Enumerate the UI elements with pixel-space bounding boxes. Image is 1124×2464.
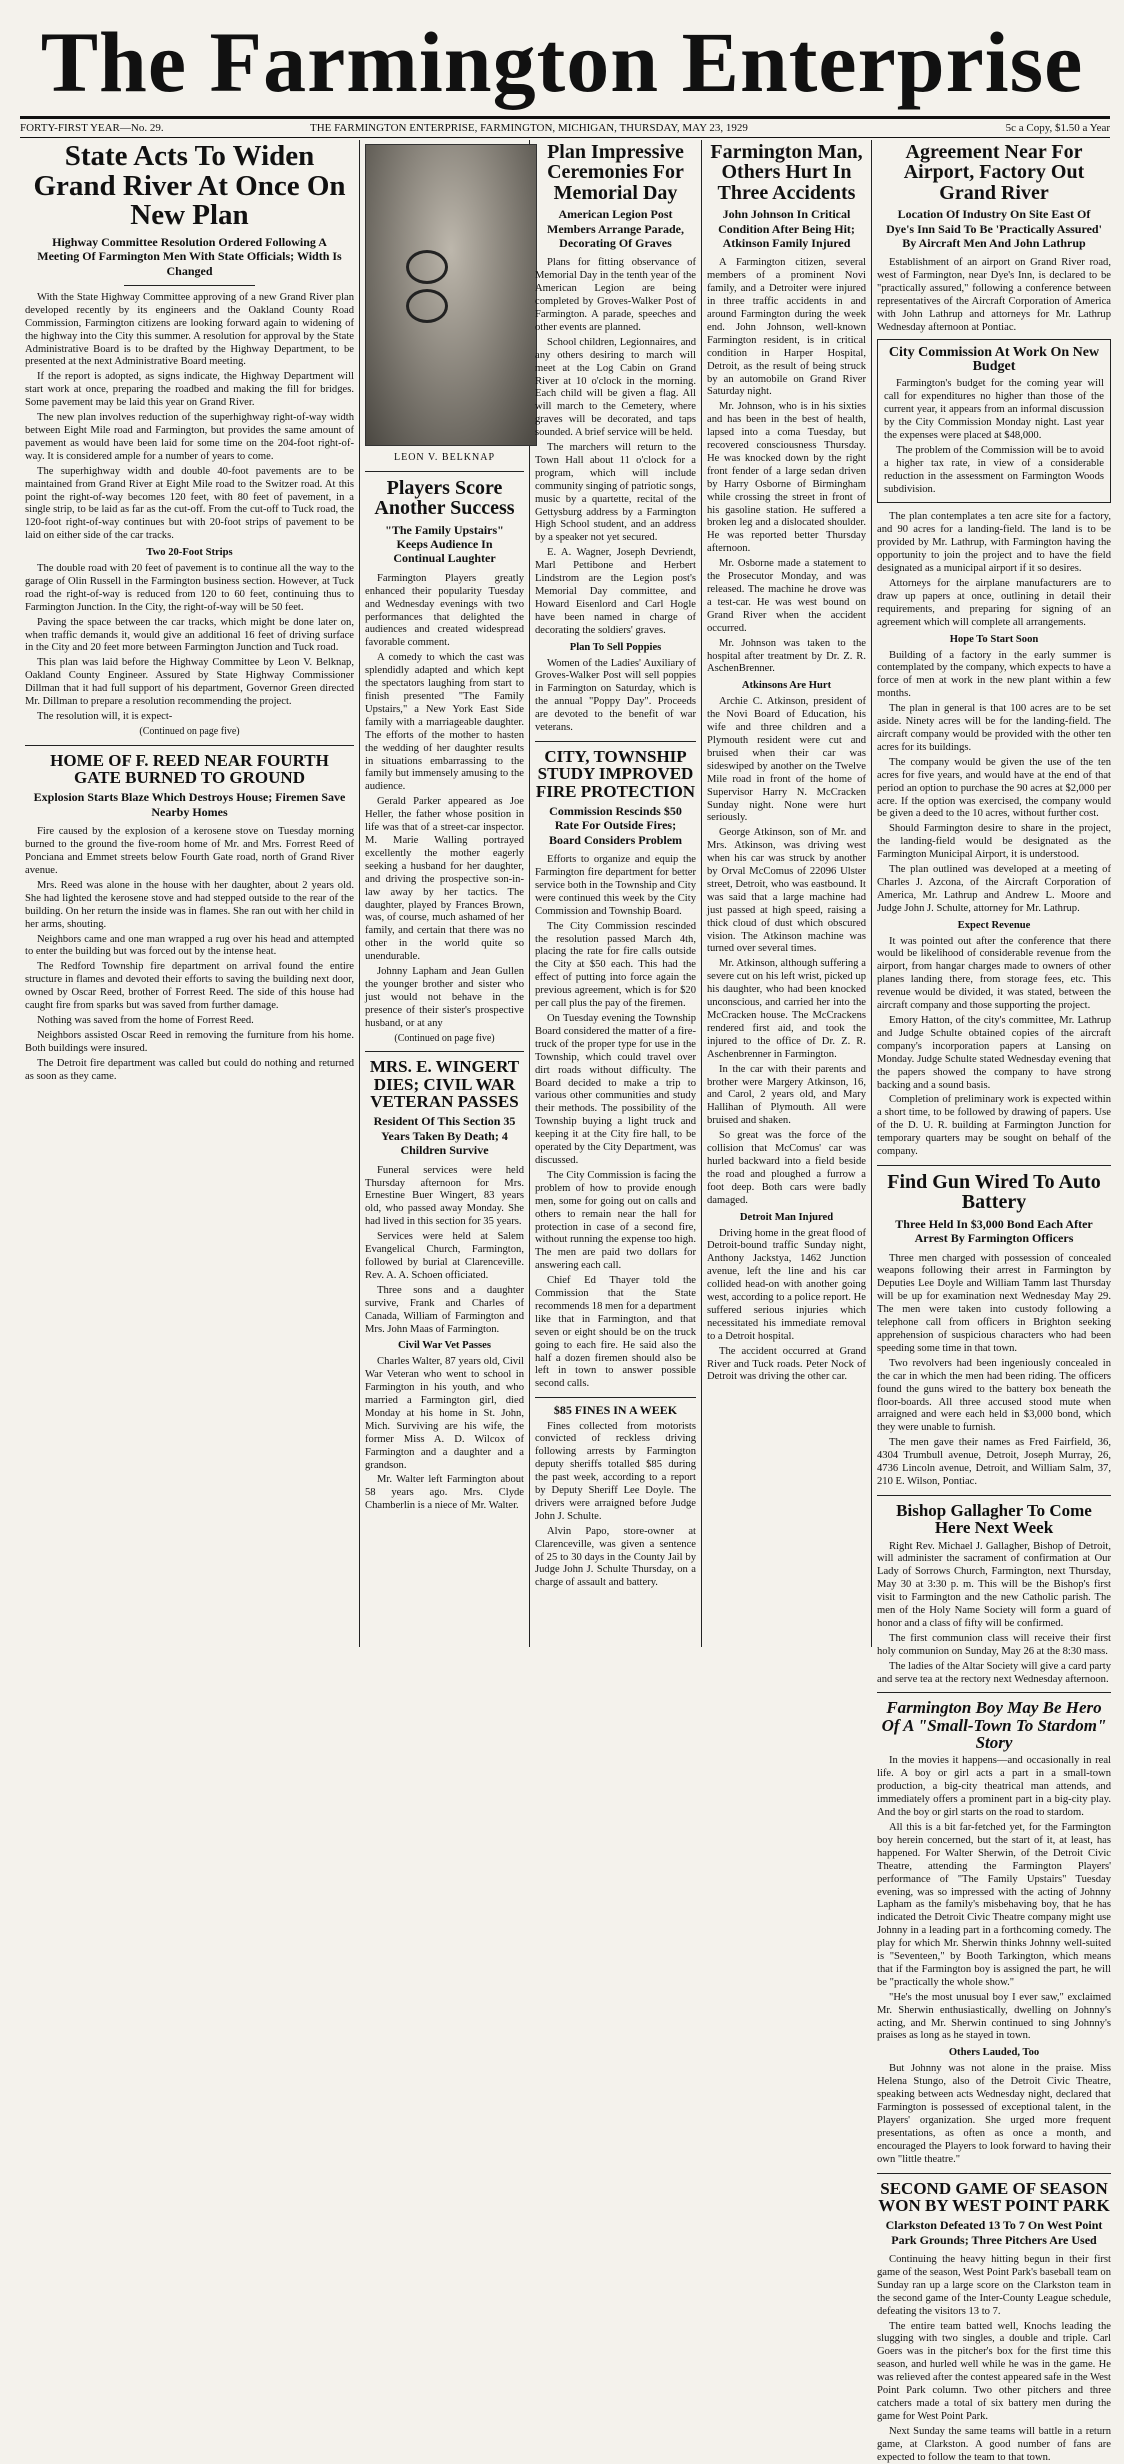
paragraph: George Atkinson, son of Mr. and Mrs. Atkinson, was driving west when his car was struck by another by Orval McComus of 22096 Ulster street, Detroit, who was eastbound. It was said that a large machine had just passed at high speed, raising a thick cloud of dust which obscured vision. The Atkinson machine was turned over several times. — [707, 827, 866, 955]
column-2 — [360, 140, 530, 1647]
subhead: Expect Revenue — [957, 919, 1031, 931]
year-number: FORTY-FIRST YEAR—No. 29. — [20, 122, 164, 134]
paragraph: Paving the space between the car tracks, which might be done later on, when traffic demands it, would give an additional 16 feet of driving surface in the City and 20 feet more between Farmington Junction and Tuck road. — [25, 616, 354, 654]
article-players — [365, 573, 524, 1046]
paragraph: Three men charged with possession of concealed weapons following their arrest in Farmington by Deputies Lee Doyle and William Tamm last Thursday will be up for examination next Wednesday May 29. The men were taken into custody following a telephone call from officers in Brighton seeking apprehension of suspicious characters who had been speeding some time in that town. — [877, 1252, 1111, 1354]
paragraph: Fines collected from motorists convicted of reckless driving following arrests by Farmington deputy sheriffs totalled $85 during the past week, according to a report by Deputy Sheriff Lee Doyle. The drivers were arraigned before Judge John J. Schulte. — [535, 1420, 696, 1522]
paragraph: Mr. Atkinson, although suffering a severe cut on his left wrist, picked up his daughter, who had been knocked unconscious, and carried her into the McCracken house. The McCrackens rendered first aid, and took the injured to the office of Dr. Z. R. Aschenbrenner in Farmington. — [707, 958, 866, 1060]
paragraph: The men gave their names as Fred Fairfield, 36, 4304 Trumbull avenue, Detroit, Joseph Murray, 26, 4736 Lincoln avenue, Detroit, and William Salm, 37, 210 E. Wilson, Pontiac. — [877, 1437, 1111, 1487]
price: 5c a Copy, $1.50 a Year — [1005, 122, 1110, 134]
paragraph: The Detroit fire department was called but could do nothing and returned as soon as they came. — [25, 1057, 354, 1082]
paragraph: E. A. Wagner, Joseph Devriendt, Marl Pettibone and Herbert Lindstrom are the Legion post's Memorial Day committee, and Howard Eisenlord and Carl Hogle have been named in charge of decorating the soldiers' graves. — [535, 547, 696, 636]
paragraph: Completion of preliminary work is expected within a short time, to be followed by drawing of papers. Use of the D. U. R. building at Farmington Junction for temporary quarters may be sought on behalf of the company. — [877, 1094, 1111, 1158]
paragraph: Two revolvers had been ingeniously concealed in the car in which the men had been riding. The officers found the guns wired to the battery box beneath the floor-boards. All three accused stood mute when arraigned and were each held in $3,000 bond, which they were unable to furnish. — [877, 1357, 1111, 1434]
paragraph: The first communion class will receive their first holy communion on Sunday, May 26 at the 8:30 mass. — [877, 1632, 1111, 1657]
paragraph: All this is a bit far-fetched yet, for the Farmington boy herein concerned, but the start of it, at least, has happened. For Walter Sherwin, of the Detroit Civic Theatre, attending the Farmington Players' performance of "The Family Upstairs" Tuesday evening, was so impressed with the acting of Johnny Lapham as the family's misbehaving boy, that he has indicated the Detroit Civic Theatre company might use Johnny in a leading part in a forthcoming comedy. The play for which Mr. Sherwin thinks Johnny well-suited is "Seventeen," by Booth Tarkington, which means that if the Farmington boy is assigned the part, he will be "practically the whole show." — [877, 1821, 1111, 1988]
paragraph: The superhighway width and double 40-foot pavements are to be maintained from Grand River at Eight Mile road to the Switzer road. At this point the right-of-way becomes 120 feet, with 80 feet of pavement, in a single strip, to be laid as far as the cut-off. From the cut-off to Tuck road, the 120-foot right-of-way continues but with 20-foot strips of pavement to be laid on either side of the car tracks. — [25, 465, 354, 542]
paragraph: With the State Highway Committee approving of a new Grand River plan developed recently by its engineers and the Oakland County Road Commission, Farmington citizens are looking forward again to widening of the highway into the City this summer. A resolution for approval by the State Administrative Board is to be drafted by the Highway Department, to be presented at the next Administrative Board meeting. — [25, 291, 354, 368]
paragraph: Efforts to organize and equip the Farmington fire department for better service both in the Township and City were continued this week by the City Commission and Township Board. — [535, 854, 696, 917]
article-gun-wired — [877, 1253, 1111, 1489]
headline-accidents: Farmington Man, Others Hurt In Three Accidents — [710, 141, 863, 204]
paragraph: The resolution will, it is expect- — [37, 711, 173, 722]
paragraph: Attorneys for the airplane manufacturers are to draw up papers at once, outlining in detail their requirements, and preparing for signing of an agreement which will complete all arrangements. — [877, 578, 1111, 628]
continued-note: (Continued on page five) — [394, 1032, 495, 1044]
paragraph: Nothing was saved from the home of Forrest Reed. — [37, 1014, 254, 1026]
paragraph: Farmington Players greatly enhanced their popularity Tuesday and Wednesday evenings with two performances that delighted the audiences and created widespread favorable comment. — [365, 572, 524, 649]
article-accidents — [707, 257, 866, 1384]
paragraph: The entire team batted well, Knochs leading the slugging with two singles, a double and triple. Carl Goers was in the pitcher's box for the first time this season, and hurled well while he was in the game. He was relieved after the contest appeared safe in the West Point Park column. Two other pitchers and three catchers made a total of six battery men during the game for West Point Park. — [877, 2320, 1111, 2422]
article-wingert — [365, 1165, 524, 1514]
paragraph: Services were held at Salem Evangelical Church, Farmington, followed by burial at Clarenceville. Rev. A. A. Schoen officiated. — [365, 1231, 524, 1281]
deck-reed-fire: Explosion Starts Blaze Which Destroys House; Firemen Save Nearby Homes — [33, 790, 346, 819]
paragraph: School children, Legionnaires, and any others desiring to march will meet at the Log Cabin on Grand River at 10 o'clock in the morning. Each child will be given a flag. All will march to the Cemetery, where graves will be decorated, and taps sounded. A brief service will be held. — [535, 336, 696, 439]
paragraph: Charles Walter, 87 years old, Civil War Veteran who went to school in Farmington in his youth, and who married a Farmington girl, died Monday at his home in St. John, Mich. Surviving are his wife, the former Miss A. D. Wilcox of Farmington and a daughter and a grandson. — [365, 1356, 524, 1471]
paragraph: Chief Ed Thayer told the Commission that the State recommends 18 men for a department like that in Farmington, and that seven or eight should be on the truck going to each fire. He said also the half a dozen firemen should also be left in town to answer possible second calls. — [535, 1275, 696, 1390]
paragraph: The ladies of the Altar Society will give a card party and serve tea at the rectory next Wednesday afternoon. — [877, 1660, 1111, 1685]
paragraph: A Farmington citizen, several members of a prominent Novi family, and a Detroiter were injured in three traffic accidents in and around Farmington during the week end. John Johnson, well-known Farmington resident, is in critical condition in Harper Hospital, Detroit, as the result of being struck by an automobile on Grand River Saturday night. — [707, 257, 866, 398]
paragraph: Archie C. Atkinson, president of the Novi Board of Education, his wife and three children and a Plymouth resident were cut and bruised when their car was sideswiped by another on the Twelve Mile road in front of the home of Supervisor Harry N. McCracken Sunday night. None were hurt seriously. — [707, 696, 866, 824]
headline-gun-wired: Find Gun Wired To Auto Battery — [887, 1170, 1101, 1214]
paragraph: The City Commission rescinded the resolution passed March 4th, placing the rate for fire calls outside the City at $50 each. This had the effect of putting into force again the previous agreement, which is for $20 per call plus the pay of the firemen. — [535, 920, 696, 1010]
box-city-commission — [877, 339, 1111, 504]
headline-wingert: MRS. E. WINGERT DIES; CIVIL WAR VETERAN PASSES — [369, 1057, 520, 1112]
paragraph: Johnny Lapham and Jean Gullen the younger brother and sister who just would not behave in the presence of their sister's prospective husband, or at any — [365, 966, 524, 1029]
subhead: Atkinsons Are Hurt — [741, 680, 832, 692]
deck-ballgame: Clarkston Defeated 13 To 7 On West Point Park Grounds; Three Pitchers Are Used — [885, 2218, 1103, 2247]
deck-airport: Location Of Industry On Site East Of Dye's Inn Said To Be 'Practically Assured' By Aircraft Men And John Lathrup — [886, 207, 1102, 250]
paragraph: The double road with 20 feet of pavement is to continue all the way to the garage of Olin Russell in the Farmington business section. However, at Tuck road the right-of-way is reduced from 120 to 60 feet, continuing thus to Farmington Junction. In the City, the right-of-way will be 50 feet. — [25, 563, 354, 613]
paragraph: The Redford Township fire department on arrival found the entire structure in flames and devoted their efforts to saving the building next door, owned by Oscar Reed, brother of Forrest Reed. The side of this house had caught fire from sparks but was saved from further damage. — [25, 961, 354, 1012]
article-fines — [535, 1421, 696, 1591]
article-fire-protection — [535, 854, 696, 1391]
paragraph: Funeral services were held Thursday afternoon for Mrs. Ernestine Buer Wingert, 83 years old, who passed away Monday. She had lived in this section for 35 years. — [365, 1164, 524, 1228]
paragraph: Neighbors assisted Oscar Reed in removing the furniture from his home. Both buildings were insured. — [25, 1029, 354, 1054]
article-memorial-day — [535, 257, 696, 735]
folio-line — [20, 116, 1110, 138]
subhead: Others Lauded, Too — [948, 2047, 1040, 2059]
article-bishop — [877, 1541, 1111, 1687]
deck-wingert: Resident Of This Section 35 Years Taken By Death; 4 Children Survive — [373, 1114, 516, 1158]
paragraph: Three sons and a daughter survive, Frank and Charles of Canada, William of Farmington and Mrs. John Maas of Farmington. — [365, 1284, 524, 1335]
column-5-6 — [872, 140, 1116, 2463]
paragraph: It was pointed out after the conference that there would be likelihood of considerable revenue from the airport, from hangar charges made to owners of other planes landing there, from storage fees, etc. This revenue would be divided, it was stated, between the aircraft company and those supporting the project. — [877, 935, 1111, 1012]
paragraph: In the movies it happens—and occasionally in real life. A boy or girl acts a part in a small-town production, a big-city theatrical man attends, and immediately offers a prominent part in a big-city play. And the boy or girl starts on the road to stardom. — [877, 1755, 1111, 1819]
paragraph: Continuing the heavy hitting begun in their first game of the season, West Point Park's baseball team on Sunday ran up a large score on the Clarkston team in the second game of the Inter-County League schedule, defeating the visitors 13 to 7. — [877, 2253, 1111, 2317]
column-4 — [702, 140, 872, 1647]
paragraph: Fire caused by the explosion of a kerosene stove on Tuesday morning burned to the ground the five-room home of Mr. and Mrs. Forrest Reed of Ponciana and Emmet streets below Fourth Gate road, north of Grand River avenue. — [25, 826, 354, 876]
paragraph: Right Rev. Michael J. Gallagher, Bishop of Detroit, will administer the sacrament of confirmation at Our Lady of Sorrows Church, Farmington, next Thursday, May 30 at 3:30 p. m. This will be the Bishop's first visit to Farmington and the new Catholic parish. The men of the Holy Name Society will form a guard of honor and a class of fifty will be confirmed. — [877, 1540, 1111, 1629]
paragraph: Gerald Parker appeared as Joe Heller, the father whose position in life was that of a street-car inspector. M. Marie Walling portrayed excellently the mother eagerly seeking a husband for her daughter, and driving the prospective son-in-law away by her tactics. The daughter, played by Frances Brown, was, of course, much ashamed of her family, and certain that there was no other in the world quite so unendurable. — [365, 796, 524, 963]
paragraph: On Tuesday evening the Township Board considered the matter of a fire-truck of the proper type for use in the Township, which could travel over dirt roads without difficulty. The Board decided to make a trip to various other communities and study their methods. The possibility of the Township buying a light truck and keeping it at the City fire hall, to be operated by the City Department, was discussed. — [535, 1013, 696, 1166]
deck-fire-protection: Commission Rescinds $50 Rate For Outside Fires; Board Considers Problem — [548, 803, 683, 847]
column-1 — [20, 140, 360, 1647]
headline-reed-fire: HOME OF F. REED NEAR FOURTH GATE BURNED TO GROUND — [50, 750, 329, 788]
subhead: Civil War Vet Passes — [398, 1340, 491, 1352]
headline-grand-river: State Acts To Widen Grand River At Once On New Plan — [33, 140, 346, 232]
article-farmington-boy — [877, 1755, 1111, 2166]
subhead: Detroit Man Injured — [739, 1211, 834, 1223]
paragraph: This plan was laid before the Highway Committee by Leon V. Belknap, Oakland County Engineer. Assured by State Highway Commissioner Dillman that it had full support of his department, Governor Green directed Mr. Dillman to prepare a resolution recommending the project. — [25, 657, 354, 708]
subhead: Two 20-Foot Strips — [146, 547, 233, 559]
paragraph: Building of a factory in the early summer is contemplated by the company, which expects to have a force of men at work in the new plant within a few months. — [877, 649, 1111, 700]
paragraph: Next Sunday the same teams will battle in a return game, at Clarkston. A good number of fans are expected to follow the team to that town. — [877, 2425, 1111, 2463]
paragraph: Alvin Papo, store-owner at Clarenceville, was given a sentence of 25 to 30 days in the County Jail by Judge John J. Schulte Thursday, on a charge of assault and battery. — [535, 1525, 696, 1589]
headline-city-commission: City Commission At Work On New Budget — [888, 344, 1100, 375]
deck-memorial-day: American Legion Post Members Arrange Parade, Decorating Of Graves — [547, 207, 684, 250]
subhead: Plan To Sell Poppies — [569, 641, 662, 653]
continued-note: (Continued on page five) — [139, 725, 240, 737]
paragraph: Mr. Walter left Farmington about 58 years ago. Mrs. Clyde Chamberlin is a niece of Mr. Walter. — [365, 1474, 524, 1512]
headline-players: Players Score Another Success — [374, 476, 515, 520]
paragraph: The new plan involves reduction of the superhighway right-of-way width between Eight Mile road and Farmington, but provides the same amount of pavement as would have been laid for some time on the 204-foot right-of-way. It is considered ample for a number of years to come. — [25, 412, 354, 462]
headline-fines: $85 FINES IN A WEEK — [553, 1403, 678, 1418]
deck-grand-river: Highway Committee Resolution Ordered Following A Meeting Of Farmington Men With State Officials; Width Is Changed — [37, 234, 342, 278]
paragraph: The company would be given the use of the ten acres for five years, and would have at the end of that period an option to purchase the 90 acres at $2,000 per acre. If the option was exercised, the company would be given a deed to the 10 acres, without further cost. — [877, 756, 1111, 820]
paragraph: Mr. Johnson, who is in his sixties and has been in the best of health, lapsed into a coma Tuesday, but recovered consciousness Thursday. He was knocked down by the right front fender of a large sedan driven by Harry Osborne of Birmingham while crossing the street in front of his gasoline station. He suffered a broken leg and a dislocated shoulder. He was reported better Thursday afternoon. — [707, 401, 866, 555]
paragraph: The City Commission is facing the problem of how to provide enough men, some for going out on calls and others to remain near the hall for protection in case of a second fire, without running the expense too high. The men are paid two dollars for answering each call. — [535, 1169, 696, 1272]
paragraph: The problem of the Commission will be to avoid a higher tax rate, in view of a considerable reduction in the assessment on Farmington Woods subdivision. — [884, 444, 1104, 495]
paragraph: Mr. Osborne made a statement to the Prosecutor Monday, and was released. The machine he drove was a test-car. He was west bound on Grand River when the accident occurred. — [707, 558, 866, 634]
portrait-photo — [365, 144, 537, 446]
paragraph: Should Farmington desire to share in the project, the landing-field would be designated as the Farmington Municipal Airport, it is understood. — [877, 823, 1111, 861]
paragraph: So great was the force of the collision that McComus' car was hurled backward into a field beside the road and ploughed a furrow a foot deep. Both cars were badly damaged. — [707, 1130, 866, 1206]
headline-ballgame: SECOND GAME OF SEASON WON BY WEST POINT PARK — [878, 2178, 1110, 2215]
paragraph: "He's the most unusual boy I ever saw," exclaimed Mr. Sherwin enthusiastically, dwelling on Johnny's acting, and Mr. Sherwin continued to sing Johnny's praises as long as he stayed in town. — [877, 1991, 1111, 2042]
photo-caption: LEON V. BELKNAP — [393, 452, 496, 463]
paragraph: The plan in general is that 100 acres are to be set aside. Ninety acres will be for the landing-field. The aircraft company would be provided with the other ten acres for its buildings. — [877, 703, 1111, 753]
paragraph: If the report is adopted, as signs indicate, the Highway Department will start work at once, preparing the roadbed and making the fill for bridges. Some pavement may be laid this year on Grand River. — [25, 371, 354, 409]
paragraph: Mrs. Reed was alone in the house with her daughter, about 2 years old. She had lighted the kerosene stove and had stepped outside to the rear of the building. On her return the inside was in flames. She ran out with her child in her arms, shouting. — [25, 879, 354, 930]
paragraph: But Johnny was not alone in the praise. Miss Helena Stungo, also of the Detroit Civic Theatre, speaking between acts Wednesday night, declared that Farmington is possessed of exceptional talent, in the Players' organization. She urged more frequent presentations, as often as once a month, and encouraged the Players to look forward to having their own "little theatre." — [877, 2063, 1111, 2165]
column-3 — [530, 140, 702, 1647]
paragraph: The accident occurred at Grand River and Tuck roads. Peter Nock of Detroit was driving the other car. — [707, 1345, 866, 1383]
paragraph: A comedy to which the cast was splendidly adapted and which kept the spectators laughing from start to finish presented "The Family Upstairs," a New York East Side family with a marriageable daughter. The efforts of the mother to hasten the wedding of her daughter results in situations embarrassing to the family but immensely amusing to the audience. — [365, 652, 524, 793]
paragraph: The plan outlined was developed at a meeting of Charles J. Azcona, of the Aircraft Corporation of America, Mr. Lathrup and Andrew L. Moore and Judge John J. Schulte, attorney for Mr. Lathrup. — [877, 864, 1111, 914]
paragraph: Plans for fitting observance of Memorial Day in the tenth year of the American Legion are being completed by Groves-Walker Post of Farmington. A parade, speeches and other events are planned. — [535, 257, 696, 333]
headline-memorial-day: Plan Impressive Ceremonies For Memorial Day — [547, 141, 684, 204]
airport-lead: Establishment of an airport on Grand River road, west of Farmington, near Dye's Inn, is declared to be "practically assured," following a conference between representatives of the Aircraft Corporation of America with John Lathrup and attorneys for Mr. Lathrup Wednesday afternoon at Pontiac. — [877, 257, 1111, 333]
deck-accidents: John Johnson In Critical Condition After Being Hit; Atkinson Family Injured — [718, 207, 855, 250]
headline-fire-protection: CITY, TOWNSHIP STUDY IMPROVED FIRE PROTECTION — [535, 746, 696, 801]
paragraph: The marchers will return to the Town Hall about 11 o'clock for a program, which will include community singing of patriotic songs, music by a quartette, recital of the Gettysburg address by a Farmington High School student, and an address by a speaker not yet secured. — [535, 442, 696, 544]
article-ballgame — [877, 2254, 1111, 2464]
article-reed-fire — [25, 826, 354, 1083]
headline-bishop: Bishop Gallagher To Come Here Next Week — [896, 1500, 1092, 1538]
paragraph: Women of the Ladies' Auxiliary of Groves-Walker Post will sell poppies in Farmington on Saturday, which is the annual "Poppy Day". Proceeds are devoted to the benefit of war veterans. — [535, 657, 696, 734]
deck-gun-wired: Three Held In $3,000 Bond Each After Arrest By Farmington Officers — [895, 1216, 1093, 1246]
deck-players: "The Family Upstairs" Keeps Audience In Continual Laughter — [385, 522, 504, 566]
headline-farmington-boy: Farmington Boy May Be Hero Of A "Small-Town To Stardom" Story — [881, 1698, 1107, 1753]
masthead-title: The Farmington Enterprise — [40, 14, 1084, 110]
paragraph: Neighbors came and one man wrapped a rug over his head and attempted to enter the building but was forced out by the intense heat. — [25, 933, 354, 958]
subhead: Hope To Start Soon — [949, 633, 1039, 645]
paragraph: Farmington's budget for the coming year will call for expenditures no higher than those of the current year, it appears from an informal discussion by the City Commission Monday night. Last year the expenses were placed at $48,000. — [884, 378, 1104, 441]
dateline: THE FARMINGTON ENTERPRISE, FARMINGTON, MICHIGAN, THURSDAY, MAY 23, 1929 — [310, 122, 748, 134]
paragraph: Driving home in the great flood of Detroit-bound traffic Sunday night, Anthony Jackstya, 1462 Junction avenue, left the line and his car collided head-on with another going west, according to a police report. He suffered serious injuries which necessitated his immediate removal to a Detroit hospital. — [707, 1227, 866, 1342]
paragraph: Mr. Johnson was taken to the hospital after treatment by Dr. Z. R. AschenBrenner. — [707, 637, 866, 675]
paragraph: In the car with their parents and brother were Margery Atkinson, 16, and Carol, 2 years old, and Mary Hallihan of Plymouth. All were bruised and shaken. — [707, 1063, 866, 1127]
article-airport — [877, 511, 1111, 1159]
paragraph: The plan contemplates a ten acre site for a factory, and 90 acres for a landing-field. The land is to be provided by Mr. Lathrup, with Farmington having the opportunity to join the project and to have the field designated as a municipal airport if it so desires. — [877, 511, 1111, 575]
article-grand-river — [25, 292, 354, 739]
headline-airport: Agreement Near For Airport, Factory Out Grand River — [903, 141, 1085, 204]
paragraph: Emory Hatton, of the city's committee, Mr. Lathrup and Judge Schulte obtained copies of the aircraft company's incorporation papers at Lansing on Monday. Judge Schulte stated Wednesday evening that the papers showed the company to have strong backing and a sound basis. — [877, 1015, 1111, 1091]
